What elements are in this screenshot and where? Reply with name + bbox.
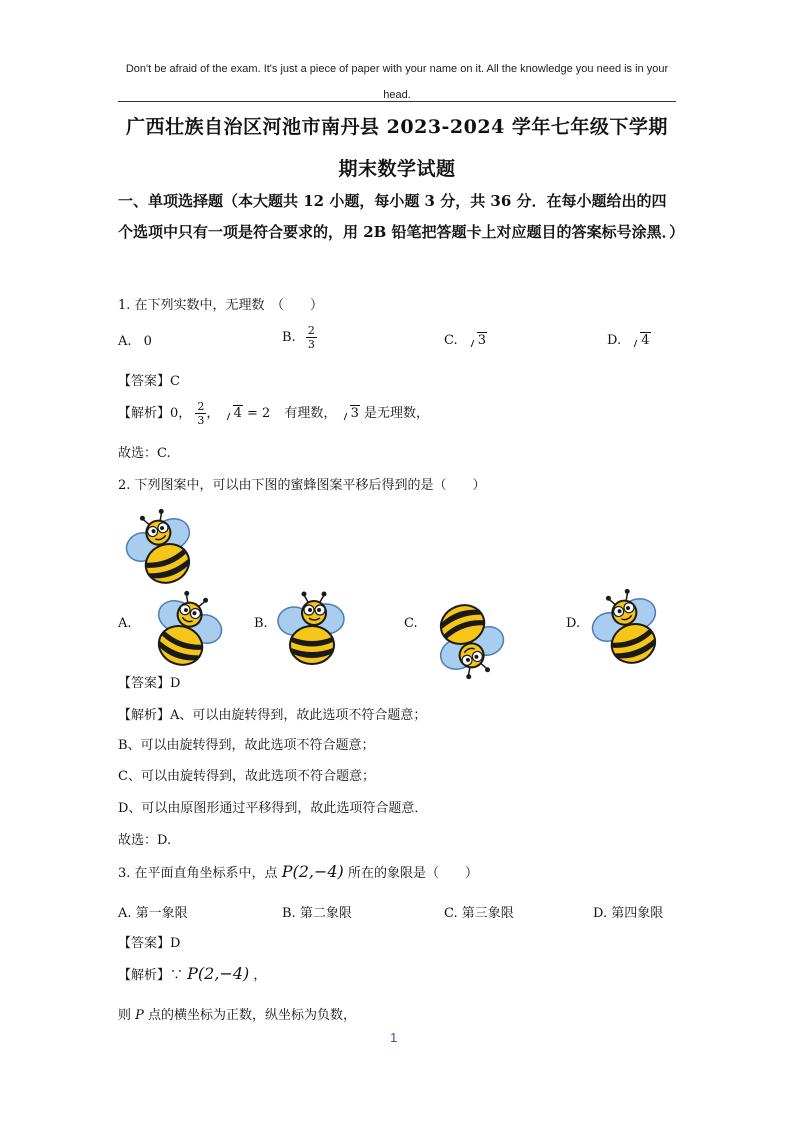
q2-conclusion: 故选：D. <box>118 833 172 848</box>
header-motto: Don't be afraid of the exam. It's just a piece of paper with your name on it. All the knowledge you need is in your head. <box>125 63 669 101</box>
equation: = 2 <box>246 406 271 421</box>
section-heading: 一、单项选择题（本大题共 12 小题，每小题 3 分，共 36 分．在每小题给出的四个选项中只有一项是符合要求的，用 2B 铅笔把答题卡上对应题目的答案标号涂黑．） <box>118 192 685 241</box>
q1-option-c <box>444 332 487 348</box>
question-1-stem: 1. 在下列实数中，无理数 （ ） <box>118 298 324 313</box>
option-label: B. <box>282 330 296 345</box>
bee-option-d-image <box>594 590 666 658</box>
radicand: 4 <box>641 333 650 348</box>
q2-analysis-2: B、可以由旋转得到，故此选项不符合题意； <box>118 738 375 753</box>
q2-answer: 【答案】D <box>118 676 181 691</box>
point-p: P(2,−4) <box>187 964 250 983</box>
variable-p: P <box>135 1008 144 1023</box>
analysis-text: 点的横坐标为正数，纵坐标为负数， <box>148 1008 357 1023</box>
square-root <box>341 405 360 421</box>
q2-analysis-4: D、可以由原图形通过平移得到，故此选项符合题意． <box>118 801 428 816</box>
q3-analysis <box>118 964 266 983</box>
fraction <box>195 400 206 427</box>
bee-option-a-image <box>148 592 220 660</box>
fraction-numerator: 2 <box>307 324 315 337</box>
q3-option-a: A. 第一象限 <box>118 906 188 921</box>
q1-option-b <box>282 324 317 351</box>
radicand: 3 <box>350 406 359 421</box>
analysis-pre: 则 <box>118 1008 132 1023</box>
q2-analysis-3: C、可以由旋转得到，故此选项不符合题意； <box>118 769 375 784</box>
q3-answer: 【答案】D <box>118 936 181 951</box>
radicand: 3 <box>477 333 487 348</box>
q1-conclusion: 故选：C. <box>118 446 171 461</box>
option-value: 0 <box>143 334 152 349</box>
analysis-mid: 有理数， <box>284 406 337 421</box>
q1-answer: 【答案】C <box>118 374 180 389</box>
point-p: P(2,−4) <box>281 862 344 881</box>
fraction-numerator: 2 <box>197 400 205 413</box>
square-root <box>468 332 487 348</box>
analysis-prefix: 【解析】∵ <box>118 968 184 983</box>
q3-option-b: B. 第二象限 <box>282 906 352 921</box>
analysis-tail: 是无理数， <box>364 406 430 421</box>
q1-option-d <box>607 332 651 348</box>
q3-option-c: C. 第三象限 <box>444 906 514 921</box>
page-number: 1 <box>390 1030 398 1045</box>
q2-option-d-label: D. <box>566 616 581 631</box>
bee-original-image <box>128 510 200 578</box>
fraction-denominator: 3 <box>307 338 315 351</box>
fraction-denominator: 3 <box>197 414 205 427</box>
question-3-stem <box>118 862 478 881</box>
radicand: 4 <box>233 406 242 421</box>
analysis-suffix: ， <box>253 968 267 983</box>
q2-analysis-1: 【解析】A、可以由旋转得到，故此选项不符合题意； <box>118 708 427 723</box>
header-divider <box>118 101 676 102</box>
stem-suffix: 所在的象限是（ ） <box>347 866 478 881</box>
bee-option-b-image <box>276 590 348 660</box>
q1-option-a <box>118 334 152 349</box>
q2-option-c-label: C. <box>404 616 418 631</box>
option-label: C. <box>444 333 458 348</box>
document-title-line1: 广西壮族自治区河池市南丹县 2023-2024 学年七年级下学期 <box>126 116 668 138</box>
q2-option-b-label: B. <box>254 616 268 631</box>
question-2-stem: 2. 下列图案中，可以由下图的蜜蜂图案平移后得到的是（ ） <box>118 478 486 493</box>
analysis-prefix: 【解析】0， <box>118 406 192 421</box>
q3-option-d: D. 第四象限 <box>593 906 664 921</box>
q3-analysis-2 <box>118 1004 356 1023</box>
q2-option-a-label: A. <box>118 616 132 631</box>
fraction <box>306 324 317 351</box>
q1-analysis: 【解析】0， $\frac{2}{3}$ ， 4 = 2 有理数， 3 是无理数， <box>118 400 430 427</box>
stem-prefix: 3. 在平面直角坐标系中，点 <box>118 866 278 881</box>
square-root <box>224 405 243 421</box>
option-label: A. <box>118 334 132 349</box>
document-title-line2: 期末数学试题 <box>338 158 456 180</box>
option-label: D. <box>607 333 622 348</box>
square-root <box>631 332 650 348</box>
bee-option-c-image <box>430 590 502 658</box>
